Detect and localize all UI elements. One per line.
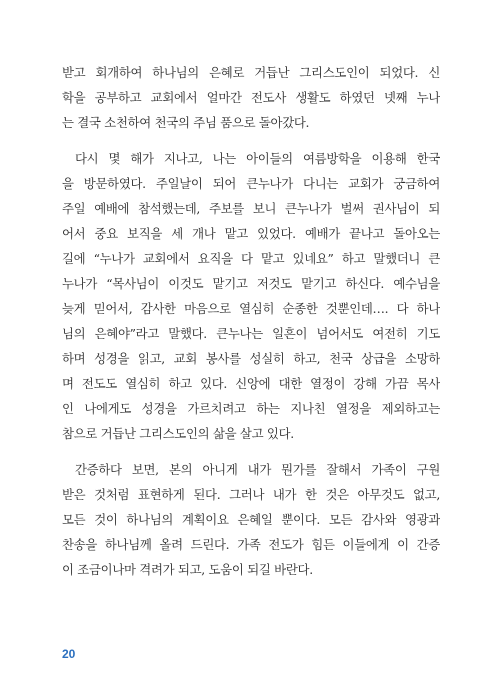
text-line: 며 전도도 열심히 하고 있다. 신앙에 대한 열정이 강해 가끔 목사 <box>62 376 440 391</box>
text-line: 찬송을 하나님께 올려 드린다. 가족 전도가 힘든 이들에게 이 간증 <box>62 537 440 552</box>
paragraph-spacer <box>62 135 440 146</box>
paragraph-3 <box>62 457 440 582</box>
text-line: 누나가 “목사님이 이것도 맡기고 저것도 맡기고 하신다. 예수님을 <box>62 276 440 291</box>
body-text <box>62 60 440 582</box>
text-line: 받고 회개하여 하나님의 은혜로 거듭난 그리스도인이 되었다. 신 <box>62 65 440 80</box>
text-line: 참으로 거듭난 그리스도인의 삶을 살고 있다. <box>62 426 294 441</box>
text-line: 늦게 믿어서, 감사한 마음으로 열심히 순종한 것뿐인데…. 다 하나 <box>62 301 440 316</box>
paragraph-2 <box>62 146 440 446</box>
text-line: 받은 것처럼 표현하게 된다. 그러나 내가 한 것은 아무것도 없고, <box>62 487 440 502</box>
text-line: 간증하다 보면, 본의 아니게 내가 뭔가를 잘해서 가족이 구원 <box>75 462 440 477</box>
text-line: 모든 것이 하나님의 계획이요 은혜일 뿐이다. 모든 감사와 영광과 <box>62 512 440 527</box>
paragraph-1 <box>62 60 440 135</box>
text-line: 하며 성경을 읽고, 교회 봉사를 성실히 하고, 천국 상급을 소망하 <box>62 351 440 366</box>
page-number: 20 <box>62 647 76 661</box>
text-line: 이 조금이나마 격려가 되고, 도움이 되길 바란다. <box>62 562 313 577</box>
text-line: 학을 공부하고 교회에서 얼마간 전도사 생활도 하였던 넷째 누나 <box>62 90 440 105</box>
text-line: 는 결국 소천하여 천국의 주님 품으로 돌아갔다. <box>62 115 310 130</box>
text-line: 길에 “누나가 교회에서 요직을 다 맡고 있네요” 하고 말했더니 큰 <box>62 251 440 266</box>
text-line: 어서 중요 보직을 세 개나 맡고 있었다. 예배가 끝나고 돌아오는 <box>62 226 440 241</box>
text-line: 다시 몇 해가 지나고, 나는 아이들의 여름방학을 이용해 한국 <box>75 151 440 166</box>
paragraph-spacer <box>62 446 440 457</box>
text-line: 님의 은혜야”라고 말했다. 큰누나는 일흔이 넘어서도 여전히 기도 <box>62 326 440 341</box>
text-line: 인 나에게도 성경을 가르치려고 하는 지나친 열정을 제외하고는 <box>62 401 440 416</box>
text-line: 주일 예배에 참석했는데, 주보를 보니 큰누나가 벌써 권사님이 되 <box>62 201 440 216</box>
text-line: 을 방문하였다. 주일날이 되어 큰누나가 다니는 교회가 궁금하여 <box>62 176 440 191</box>
